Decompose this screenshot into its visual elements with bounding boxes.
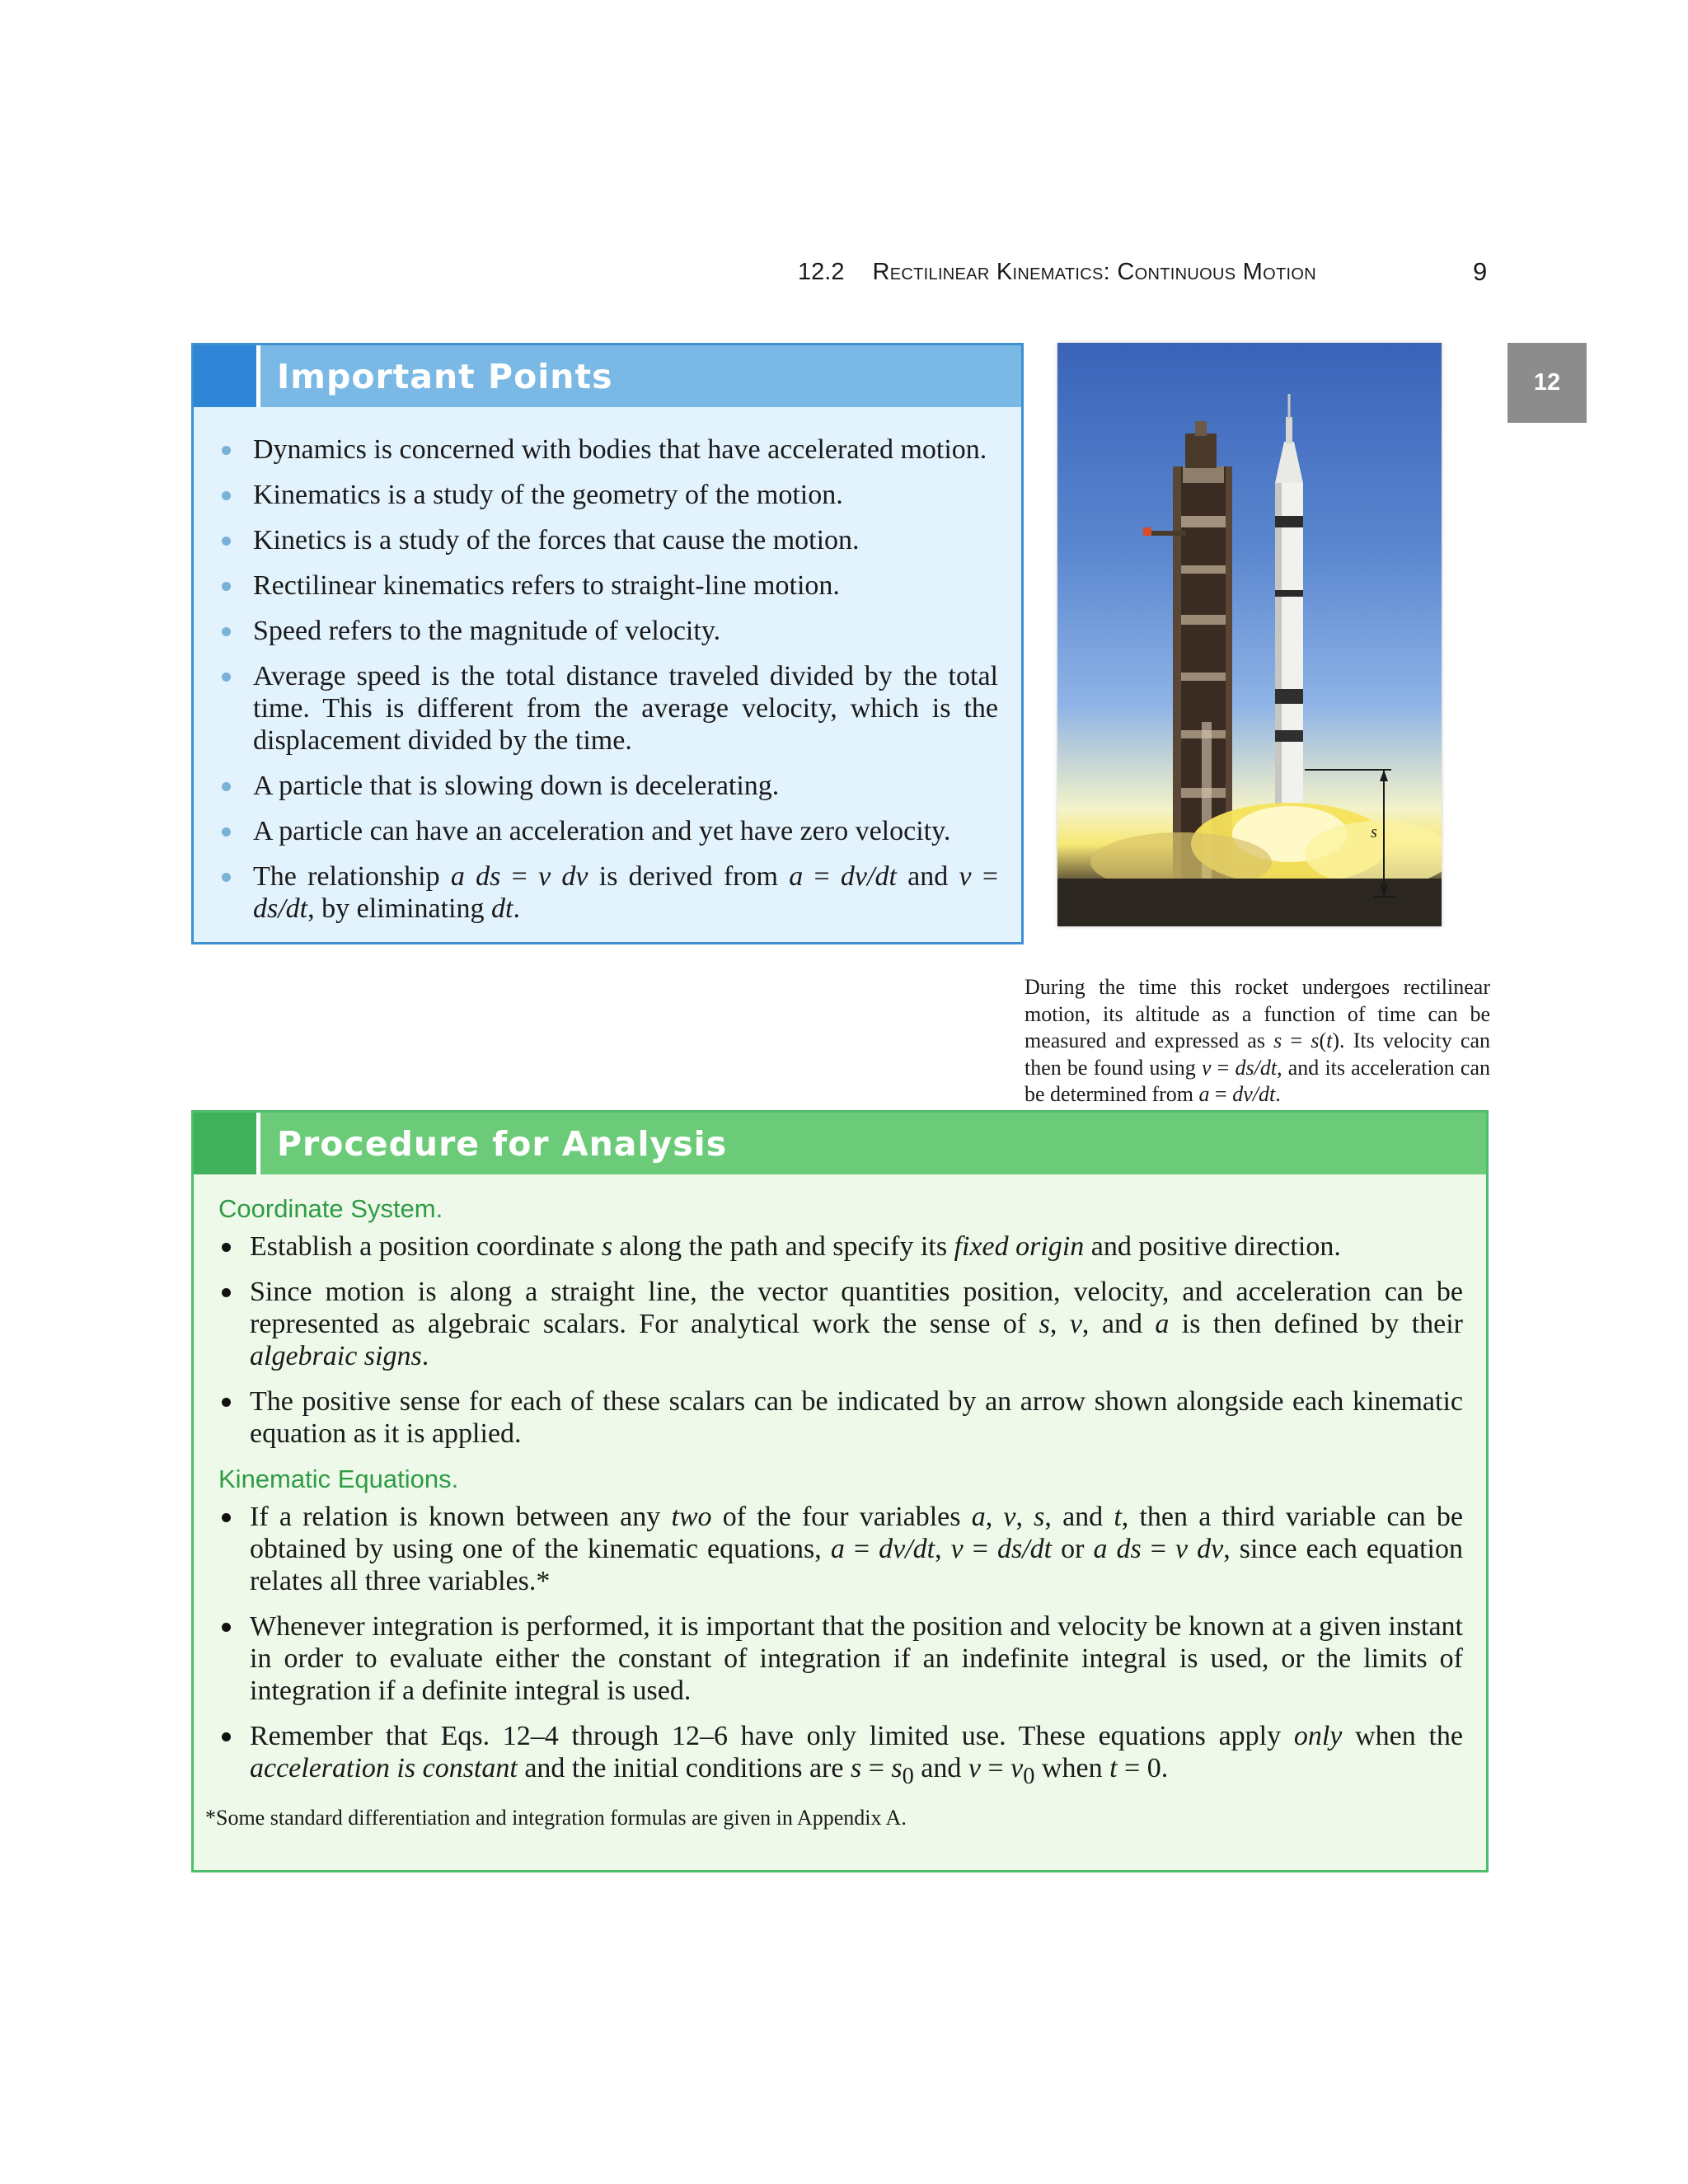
procedure-steps <box>218 1501 1463 1793</box>
text-run: Since motion is along a straight line, the vector quantities position, velocity, and acceleration can be represented as algebraic scalars. For analytical work the sense of <box>250 1277 1463 1339</box>
bullet-icon <box>222 1732 231 1741</box>
text-run: v <box>1201 1055 1212 1080</box>
important-points-list <box>194 407 1021 925</box>
bullet-icon <box>222 1398 231 1407</box>
bullet-icon <box>222 1243 231 1252</box>
text-run: s <box>891 1753 903 1783</box>
text-run: a <box>1155 1309 1170 1339</box>
text-run: a ds <box>1093 1534 1142 1564</box>
text-run: algebraic signs <box>250 1341 422 1371</box>
text-run: ). Its velocity can then be found using <box>1025 1029 1490 1080</box>
text-run: , and its acceleration can be determined from <box>1025 1055 1490 1106</box>
text-run: when the <box>1342 1721 1463 1751</box>
important-point <box>218 524 998 556</box>
text-run: A particle can have an acceleration and yet have zero velocity. <box>253 816 951 846</box>
text-run: v <box>950 1534 964 1564</box>
text-run: s <box>601 1231 613 1262</box>
procedure-title: Procedure for Analysis <box>277 1123 728 1164</box>
text-run: The relationship <box>253 861 451 892</box>
text-run: two <box>671 1502 712 1532</box>
text-run: = <box>963 1534 997 1564</box>
text-run: Speed refers to the magnitude of velocity. <box>253 616 721 646</box>
footnote: *Some standard differentiation and integration formulas are given in Appendix A. <box>205 1805 907 1830</box>
rocket <box>1270 394 1308 814</box>
header-accent <box>194 1113 256 1174</box>
text-run: Remember that Eqs. 12–4 through 12–6 have only limited use. These equations apply <box>250 1721 1294 1751</box>
bullet-icon <box>222 1513 231 1522</box>
bullet-icon <box>222 582 231 591</box>
text-run: = <box>844 1534 879 1564</box>
section-number: 12.2 <box>798 259 845 285</box>
altitude-label: s <box>1371 823 1377 841</box>
text-run: or <box>1052 1534 1094 1564</box>
text-run: s <box>1039 1309 1050 1339</box>
text-run: dv/dt <box>879 1534 935 1564</box>
text-run: = <box>980 1753 1011 1783</box>
running-head <box>798 259 1342 286</box>
text-run: The positive sense for each of these scalars can be indicated by an arrow shown alongside each kinematic equation as it is applied. <box>250 1386 1463 1449</box>
text-run: , <box>985 1502 1004 1532</box>
text-run: If a relation is known between any <box>250 1502 672 1532</box>
text-run: Dynamics is concerned with bodies that have accelerated motion. <box>253 434 987 465</box>
text-run: is then defined by their <box>1169 1309 1463 1339</box>
text-run: ds/dt <box>253 893 308 924</box>
text-run: and <box>896 861 959 892</box>
text-run: v dv <box>1175 1534 1224 1564</box>
text-run: dt <box>490 893 513 924</box>
text-run: v <box>968 1753 981 1783</box>
text-run: , <box>1049 1309 1070 1339</box>
bullet-icon <box>222 446 231 455</box>
important-points-header <box>194 345 1021 407</box>
text-run: = <box>1141 1534 1175 1564</box>
text-run: v <box>959 861 972 892</box>
text-run: a <box>830 1534 845 1564</box>
text-run: Whenever integration is performed, it is important that the position and velocity be known at a given instant in order to evaluate either the constant of integration if an indefinite integral is used, or the limits of integration if a definite integral is used. <box>250 1611 1463 1706</box>
text-run: is derived from <box>588 861 790 892</box>
important-points-box <box>191 343 1024 944</box>
text-run: 0 <box>902 1763 914 1789</box>
text-run: , <box>1015 1502 1034 1532</box>
text-run: a <box>789 861 804 892</box>
section-title: Rectilinear Kinematics: Continuous Motion <box>872 259 1316 285</box>
text-run: s <box>850 1753 862 1783</box>
text-run: A particle that is slowing down is decelerating. <box>253 771 780 801</box>
text-run: . <box>1275 1082 1281 1106</box>
text-run: t <box>1114 1502 1122 1532</box>
text-run: , since each equation relates all three variables.* <box>250 1534 1463 1596</box>
important-point <box>218 660 998 757</box>
text-run: = <box>971 861 999 892</box>
text-run: s <box>1034 1502 1045 1532</box>
text-run: = <box>500 861 539 892</box>
text-run: t <box>1326 1029 1333 1052</box>
important-point <box>218 569 998 602</box>
text-run: , and <box>1081 1309 1156 1339</box>
important-point <box>218 860 998 925</box>
procedure-box <box>191 1110 1489 1872</box>
text-run: Rectilinear kinematics refers to straight-line motion. <box>253 570 840 601</box>
text-run: v <box>1003 1502 1016 1532</box>
text-run: s <box>1273 1029 1282 1052</box>
text-run: when <box>1034 1753 1110 1783</box>
text-run: v <box>1010 1753 1024 1783</box>
bullet-icon <box>222 1288 231 1297</box>
procedure-header <box>194 1113 1486 1174</box>
text-run: = 0. <box>1117 1753 1169 1783</box>
important-point <box>218 815 998 847</box>
text-run: a <box>971 1502 986 1532</box>
bullet-icon <box>222 1623 231 1632</box>
text-run: ( <box>1319 1029 1327 1052</box>
bullet-icon <box>222 873 231 882</box>
text-run: Average speed is the total distance traveled divided by the total time. This is different from the average velocity, which is the displacement divided by the time. <box>253 661 998 756</box>
text-run: ds/dt <box>996 1534 1053 1564</box>
text-run: v <box>1069 1309 1082 1339</box>
text-run: Kinematics is a study of the geometry of the motion. <box>253 480 843 510</box>
text-run: dv/dt <box>840 861 897 892</box>
text-run: along the path and specify its <box>612 1231 954 1262</box>
procedure-step <box>218 1610 1463 1707</box>
text-run: s <box>1311 1029 1320 1052</box>
important-point <box>218 479 998 511</box>
photo-caption <box>1025 974 1490 1108</box>
procedure-step <box>218 1720 1463 1793</box>
important-point <box>218 770 998 802</box>
text-run: fixed origin <box>954 1231 1085 1262</box>
text-run: , and <box>1044 1502 1114 1532</box>
text-run: , by eliminating <box>307 893 491 924</box>
procedure-body <box>194 1174 1486 1830</box>
rocket-launch-illustration <box>1057 343 1442 926</box>
procedure-step <box>218 1501 1463 1597</box>
procedure-subheading: Coordinate System. <box>218 1194 443 1223</box>
important-point <box>218 615 998 647</box>
procedure-step <box>218 1385 1463 1450</box>
bullet-icon <box>222 673 231 682</box>
rocket-photo <box>1057 343 1442 926</box>
procedure-steps <box>218 1230 1463 1450</box>
text-run: = <box>861 1753 892 1783</box>
text-run: . <box>513 893 520 924</box>
procedure-step <box>218 1230 1463 1263</box>
text-run: a <box>1198 1082 1210 1106</box>
text-run: and the initial conditions are <box>517 1753 851 1783</box>
text-run: Kinetics is a study of the forces that cause the motion. <box>253 525 860 555</box>
text-run: and positive direction. <box>1084 1231 1341 1262</box>
text-run: and <box>913 1753 968 1783</box>
chapter-tab: 12 <box>1507 343 1587 423</box>
important-point <box>218 434 998 466</box>
procedure-step <box>218 1276 1463 1372</box>
text-run: v dv <box>538 861 588 892</box>
bullet-icon <box>222 537 231 546</box>
text-run: Establish a position coordinate <box>250 1231 602 1262</box>
important-points-title: Important Points <box>277 356 613 396</box>
procedure-subheading: Kinematic Equations. <box>218 1465 459 1493</box>
text-run: = <box>803 861 841 892</box>
text-run: ds/dt <box>1235 1055 1278 1080</box>
bullet-icon <box>222 782 231 791</box>
bullet-icon <box>222 627 231 636</box>
text-run: of the four variables <box>711 1502 972 1532</box>
text-run: . <box>421 1341 429 1371</box>
text-run: a ds <box>450 861 501 892</box>
text-run: , <box>935 1534 951 1564</box>
bullet-icon <box>222 491 231 500</box>
text-run: , then a third variable can be obtained by using one of the kinematic equations, <box>250 1502 1463 1564</box>
text-run: 0 <box>1023 1763 1035 1789</box>
bullet-icon <box>222 827 231 837</box>
header-accent <box>194 345 256 407</box>
text-run: = <box>1282 1029 1311 1052</box>
text-run: t <box>1109 1753 1118 1783</box>
text-run: During the time this rocket undergoes rectilinear motion, its altitude as a function of time can be measured and expressed as <box>1025 975 1490 1052</box>
text-run: dv/dt <box>1232 1082 1276 1106</box>
text-run: = <box>1211 1055 1236 1080</box>
page-number: 9 <box>1473 257 1488 286</box>
text-run: only <box>1293 1721 1343 1751</box>
text-run: acceleration is constant <box>250 1753 518 1783</box>
text-run: = <box>1209 1082 1233 1106</box>
